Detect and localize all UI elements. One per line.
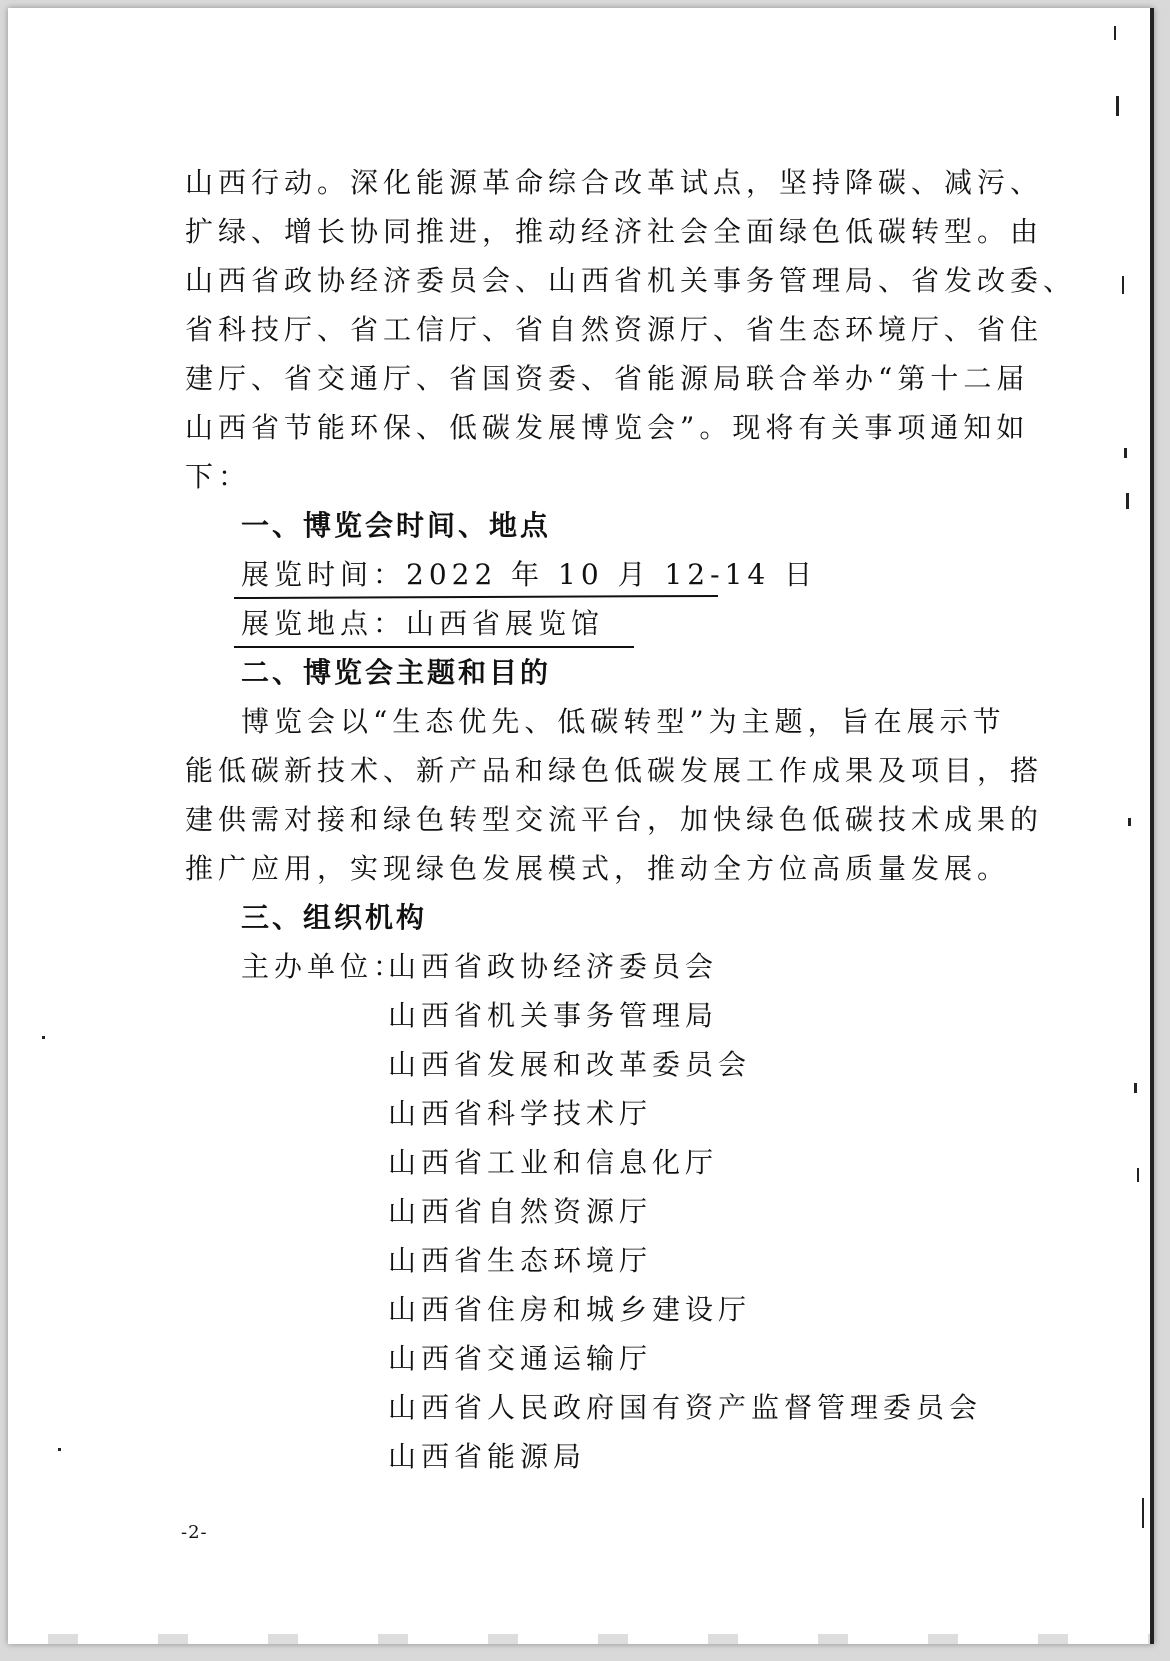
scan-speck bbox=[1122, 276, 1124, 294]
paragraph-line: 下： bbox=[185, 460, 252, 493]
paragraph-line: 省科技厅、省工信厅、省自然资源厅、省生态环境厅、省住 bbox=[185, 313, 1044, 346]
scan-speck bbox=[1137, 1168, 1139, 1182]
organizer-item: 山西省政协经济委员会 bbox=[388, 950, 719, 983]
exhibition-time: 展览时间：2022 年 10 月 12-14 日 bbox=[241, 558, 818, 591]
section2-heading: 二、博览会主题和目的 bbox=[241, 656, 552, 689]
paragraph-line: 推广应用，实现绿色发展模式，推动全方位高质量发展。 bbox=[185, 852, 1011, 885]
organizer-item: 山西省能源局 bbox=[388, 1440, 587, 1473]
paragraph-line: 能低碳新技术、新产品和绿色低碳发展工作成果及项目，搭 bbox=[185, 754, 1044, 787]
exhibition-place: 展览地点：山西省展览馆 bbox=[241, 607, 605, 640]
paragraph-line: 建供需对接和绿色转型交流平台，加快绿色低碳技术成果的 bbox=[185, 803, 1044, 836]
paragraph-line: 扩绿、增长协同推进，推动经济社会全面绿色低碳转型。由 bbox=[185, 215, 1044, 248]
paragraph-line: 山西省政协经济委员会、山西省机关事务管理局、省发改委、 bbox=[185, 264, 1077, 297]
paragraph-line: 建厅、省交通厅、省国资委、省能源局联合举办“第十二届 bbox=[185, 362, 1030, 395]
scan-speck bbox=[1114, 26, 1116, 40]
organizer-item: 山西省人民政府国有资产监督管理委员会 bbox=[388, 1391, 983, 1424]
organizer-item: 山西省生态环境厅 bbox=[388, 1244, 653, 1277]
paragraph-line: 博览会以“生态优先、低碳转型”为主题，旨在展示节 bbox=[241, 705, 1006, 738]
scan-speck bbox=[1134, 1083, 1137, 1093]
organizer-item: 山西省发展和改革委员会 bbox=[388, 1048, 752, 1081]
document-page bbox=[8, 8, 1154, 1644]
organizer-item: 山西省机关事务管理局 bbox=[388, 999, 719, 1032]
scan-speck bbox=[1126, 493, 1129, 509]
organizer-item: 山西省自然资源厅 bbox=[388, 1195, 653, 1228]
organizer-item: 山西省住房和城乡建设厅 bbox=[388, 1293, 752, 1326]
scan-speck bbox=[1142, 1498, 1144, 1528]
scan-speck bbox=[1116, 96, 1119, 116]
organizer-label: 主办单位： bbox=[241, 950, 407, 983]
scan-bottom-edge bbox=[8, 1634, 1150, 1644]
organizer-item: 山西省科学技术厅 bbox=[388, 1097, 653, 1130]
page-number: -2- bbox=[181, 1522, 208, 1543]
organizer-item: 山西省交通运输厅 bbox=[388, 1342, 653, 1375]
organizer-item: 山西省工业和信息化厅 bbox=[388, 1146, 719, 1179]
paragraph-line: 山西行动。深化能源革命综合改革试点，坚持降碳、减污、 bbox=[185, 166, 1044, 199]
paragraph-line: 山西省节能环保、低碳发展博览会”。现将有关事项通知如 bbox=[185, 411, 1030, 444]
section3-heading: 三、组织机构 bbox=[241, 901, 428, 934]
scan-speck bbox=[42, 1036, 45, 1039]
scan-speck bbox=[58, 1448, 61, 1451]
scan-speck bbox=[1124, 448, 1127, 458]
section1-heading: 一、博览会时间、地点 bbox=[241, 509, 552, 542]
scan-speck bbox=[1128, 818, 1131, 826]
